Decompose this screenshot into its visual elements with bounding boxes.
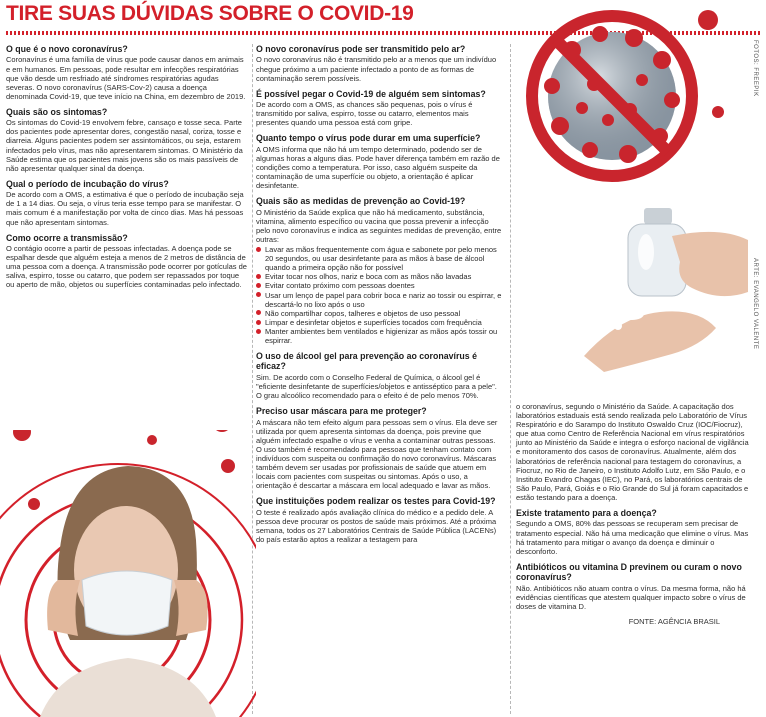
- virus-prohibition-illustration: [512, 0, 752, 196]
- column-divider: [510, 44, 511, 714]
- article-column-2: [256, 44, 502, 550]
- faq-question: É possível pegar o Covid-19 de alguém sem sintomas?: [256, 88, 486, 99]
- faq-section: [6, 233, 249, 290]
- faq-section: [516, 508, 750, 556]
- faq-question: O uso de álcool gel para prevenção ao coronavírus é eficaz?: [256, 351, 477, 372]
- art-credit: ARTE: EVANGELO VALENTE: [752, 258, 758, 350]
- faq-question: Como ocorre a transmissão?: [6, 232, 128, 243]
- list-item: Usar um lenço de papel para cobrir boca e nariz ao tossir ou espirrar, e descartá-lo no lixo após o uso: [256, 291, 502, 309]
- faq-section: [6, 107, 249, 173]
- faq-question: Qual o período de incubação do vírus?: [6, 178, 169, 189]
- faq-section: [256, 406, 502, 490]
- faq-answer: A máscara não tem efeito algum para pessoas sem o vírus. Ela deve ser utilizada por quem apresenta sintomas da doença, pois previne que alguém infectado espalhe o vírus e venha a contaminar outras pessoas. O uso também é recomendado para pessoas que tenham contato com indivíduos com suspeita ou confirmação do novo coronavírus. Máscaras também devem ser usadas por profissionais de saúde que atuem em locais com pacientes com suspeitas ou sintomas. Após o uso, a orientação é descartar a máscara em local adequado e lavar as mãos.: [256, 417, 498, 491]
- list-item: Lavar as mãos frequentemente com água e sabonete por pelo menos 20 segundos, ou usar desinfetante para as mãos à base de álcool quando a primeira opção não for possível: [256, 245, 502, 272]
- page-title: TIRE SUAS DÚVIDAS SOBRE O COVID-19: [6, 2, 414, 25]
- faq-section: [256, 89, 502, 128]
- faq-section: [256, 196, 502, 345]
- faq-answer: A OMS informa que não há um tempo determinado, podendo ser de algumas horas a alguns dias. Pode haver diferença também em razão de condições como a temperatura. Por isso, caso alguém suspeite da contaminação de uma superfície ou objeto, a orientação é aplicar desinfetante.: [256, 144, 500, 191]
- source-credit: FONTE: AGÊNCIA BRASIL: [628, 616, 720, 626]
- faq-section: [516, 562, 750, 611]
- faq-continuation: [516, 402, 750, 502]
- faq-section: [6, 179, 249, 227]
- faq-answer: O contágio ocorre a partir de pessoas infectadas. A doença pode se espalhar desde que alguém esteja a menos de 2 metros de distância de uma pessoa com a doença. A transmissão pode ocorrer por gotículas de saliva, espirro, tosse ou catarro, que podem ser repassados por toque ou aperto de mão, objetos ou superfícies contaminadas pelo infectado.: [6, 244, 247, 290]
- faq-answer: Coronavírus é uma família de vírus que pode causar danos em animais e em humanos. Em pessoas, pode resultar em infecções respiratórias que vão desde um resfriado até síndromes respiratórias agudas severas. O novo coronavírus (SARS-Cov-2) causa a doença denominada Covid-19, que teve início na China, em dezembro de 2019.: [6, 55, 246, 101]
- faq-section: [256, 44, 502, 83]
- list-item: Evitar contato próximo com pessoas doentes: [256, 281, 502, 290]
- faq-answer: O Ministério da Saúde explica que não há medicamento, substância, vitamina, alimento específico ou vacina que possa prevenir a infecção pelo novo coronavírus e indica as seguintes medidas de prevenção, entre outras:: [256, 207, 502, 244]
- faq-section: [256, 133, 502, 190]
- list-item: Não compartilhar copos, talheres e objetos de uso pessoal: [256, 309, 502, 318]
- faq-answer: O novo coronavírus não é transmitido pelo ar a menos que um indivíduo chegue próximo a um paciente infectado a ponto de as formas de contaminação serem possíveis.: [256, 55, 497, 83]
- faq-answer: De acordo com a OMS, a estimativa é que o período de incubação seja de 1 a 14 dias. Ou seja, o vírus teria esse tempo para se manifestar. O mais comum é a manifestação por volta de cinco dias. Mas há pessoas que não apresentam sintomas.: [6, 190, 244, 227]
- faq-answer: Os sintomas do Covid-19 envolvem febre, cansaço e tosse seca. Parte dos pacientes pode apresentar dores, congestão nasal, coriza, tosse e diarreia. Alguns pacientes podem ser assintomáticos, ou seja, estarem infectados pelo vírus, mas não apresentarem sintomas. O Ministério da Saúde estima que os pacientes mais jovens são os mais passíveis de não apresentar qualquer sinal da doença.: [6, 118, 243, 173]
- faq-question: Quanto tempo o vírus pode durar em uma superfície?: [256, 133, 481, 144]
- woman-mask-illustration: [0, 430, 256, 717]
- hands-sanitizer-illustration: [580, 196, 750, 396]
- faq-question: Que instituições podem realizar os testes para Covid-19?: [256, 496, 496, 507]
- faq-answer: Sim. De acordo com o Conselho Federal de Química, o álcool gel é "eficiente desinfetante de superfícies/objetos e antisséptico para a pele". O grau alcoólico recomendado para o efeito é de pelo menos 70%.: [256, 372, 497, 401]
- article-column-3: [516, 402, 750, 626]
- article-column-1: [6, 44, 249, 296]
- list-item: Evitar tocar nos olhos, nariz e boca com as mãos não lavadas: [256, 272, 502, 281]
- faq-question: Quais são os sintomas?: [6, 106, 108, 117]
- faq-question: Preciso usar máscara para me proteger?: [256, 406, 427, 417]
- faq-answer: Segundo a OMS, 80% das pessoas se recuperam sem precisar de tratamento especial. Não há uma medicação que elimine o vírus. Mas há tratamento para mitigar o avanço da doença e diminuir o desconforto.: [516, 519, 749, 556]
- faq-answer: Não. Antibióticos não atuam contra o vírus. Da mesma forma, não há evidências científicas que atestem qualquer impacto sobre o vírus de doses de vitamina D.: [516, 583, 746, 611]
- faq-answer: De acordo com a OMS, as chances são pequenas, pois o vírus é transmitido por saliva, espirro, tosse ou catarro, elementos mais presentes quando uma pessoa está com gripe.: [256, 100, 473, 128]
- photo-credit: FOTOS: FREEPIK: [752, 40, 758, 97]
- faq-answer: o coronavírus, segundo o Ministério da Saúde. A capacitação dos laboratórios estaduais está sendo realizada pelo Laboratório de Vírus Respiratório e do Sarampo do Instituto Oswaldo Cruz (IOC/Fiocruz), que atua como Centro de Referência Nacional em vírus respiratórios junto ao Ministério da Saúde e integra o esforço nacional de vigilância e monitoramento dos casos de coronavírus. Atualmente, além dos laboratórios de referência nacional para testagem do coronavírus, a Fiocruz, no Rio de Janeiro, o Instituto Adolfo Lutz, em São Paulo, e o Instituto Evandro Chagas (IEC), no Pará, os laboratórios centrais de São Paulo, Pará, Goiás e o Rio Grande do Sul já foram capacitados e estão testando para a doença.: [516, 402, 749, 502]
- faq-section: [256, 496, 502, 544]
- faq-question: O que é o novo coronavírus?: [6, 44, 128, 54]
- faq-question: Quais são as medidas de prevenção ao Covid-19?: [256, 196, 466, 207]
- list-item: Manter ambientes bem ventilados e higienizar as mãos após tossir ou espirrar.: [256, 327, 502, 345]
- faq-section: [6, 44, 249, 101]
- prevention-list: [256, 245, 502, 345]
- faq-answer: O teste é realizado após avaliação clínica do médico e a pedido dele. A pessoa deve procurar os postos de saúde mais próximos. Até a próxima semana, todos os 27 Laboratórios Centrais de Saúde Pública (LACENs) do país estarão aptos a realizar a testagem para: [256, 507, 497, 544]
- faq-question: Existe tratamento para a doença?: [516, 508, 657, 519]
- faq-question: O novo coronavírus pode ser transmitido pelo ar?: [256, 44, 466, 54]
- faq-section: [256, 351, 502, 400]
- faq-question: Antibióticos ou vitamina D previnem ou curam o novo coronavírus?: [516, 561, 742, 583]
- list-item: Limpar e desinfetar objetos e superfícies tocados com frequência: [256, 318, 502, 327]
